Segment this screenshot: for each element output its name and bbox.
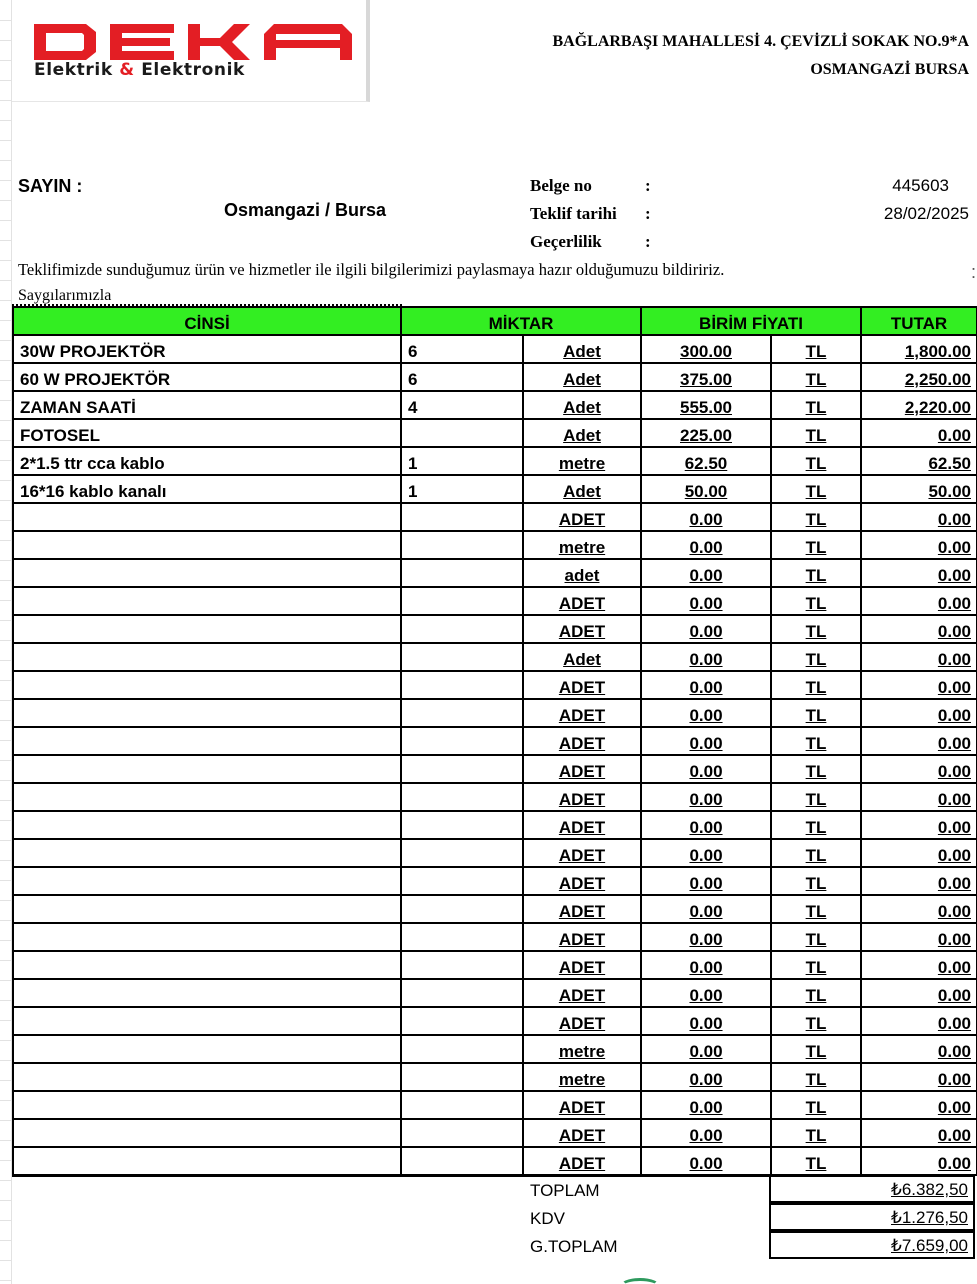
item-quantity-cell bbox=[401, 1119, 523, 1147]
item-total-cell: 0.00 bbox=[861, 811, 977, 839]
item-unit-price-cell: 0.00 bbox=[641, 1119, 771, 1147]
item-quantity-cell bbox=[401, 1063, 523, 1091]
item-name-cell: FOTOSEL bbox=[13, 419, 401, 447]
item-quantity-cell bbox=[401, 419, 523, 447]
table-row bbox=[13, 1063, 977, 1091]
item-name-cell bbox=[13, 699, 401, 727]
table-bottom-line bbox=[12, 1175, 770, 1177]
item-total-cell: 0.00 bbox=[861, 503, 977, 531]
table-row bbox=[13, 951, 977, 979]
offer-date-value: 28/02/2025 bbox=[883, 204, 969, 223]
item-total-cell: 0.00 bbox=[861, 727, 977, 755]
table-row bbox=[13, 559, 977, 587]
item-unit-price-cell: 50.00 bbox=[641, 475, 771, 503]
item-unit-cell: ADET bbox=[523, 839, 641, 867]
item-name-cell bbox=[13, 671, 401, 699]
item-unit-price-cell: 0.00 bbox=[641, 503, 771, 531]
item-unit-price-cell: 0.00 bbox=[641, 699, 771, 727]
item-currency-cell: TL bbox=[771, 1035, 861, 1063]
document-number-label: Belge no bbox=[530, 176, 592, 195]
header-unit-price: BİRİM FİYATI bbox=[641, 307, 861, 335]
item-total-cell: 0.00 bbox=[861, 1091, 977, 1119]
document-number-value: 445603 bbox=[892, 176, 949, 195]
deka-logo-mark bbox=[34, 24, 352, 60]
table-row bbox=[13, 699, 977, 727]
item-unit-cell: ADET bbox=[523, 587, 641, 615]
table-row bbox=[13, 979, 977, 1007]
item-unit-price-cell: 0.00 bbox=[641, 643, 771, 671]
table-row bbox=[13, 335, 977, 363]
customer-city: Osmangazi / Bursa bbox=[224, 200, 387, 220]
item-total-cell: 0.00 bbox=[861, 839, 977, 867]
item-unit-cell: metre bbox=[523, 447, 641, 475]
item-name-cell bbox=[13, 1063, 401, 1091]
item-quantity-cell bbox=[401, 531, 523, 559]
table-row bbox=[13, 531, 977, 559]
item-unit-cell: Adet bbox=[523, 391, 641, 419]
item-currency-cell: TL bbox=[771, 1119, 861, 1147]
document-number-colon: : bbox=[645, 176, 651, 195]
item-total-cell: 0.00 bbox=[861, 643, 977, 671]
item-name-cell bbox=[13, 1035, 401, 1063]
item-unit-cell: metre bbox=[523, 1063, 641, 1091]
item-total-cell: 0.00 bbox=[861, 895, 977, 923]
table-row bbox=[13, 1091, 977, 1119]
header-name: CİNSİ bbox=[13, 307, 401, 335]
item-unit-price-cell: 225.00 bbox=[641, 419, 771, 447]
item-quantity-cell bbox=[401, 1035, 523, 1063]
item-unit-price-cell: 0.00 bbox=[641, 755, 771, 783]
item-unit-price-cell: 375.00 bbox=[641, 363, 771, 391]
table-row bbox=[13, 895, 977, 923]
table-row bbox=[13, 1147, 977, 1175]
item-quantity-cell bbox=[401, 699, 523, 727]
item-quantity-cell bbox=[401, 951, 523, 979]
table-row bbox=[13, 643, 977, 671]
item-unit-price-cell: 0.00 bbox=[641, 951, 771, 979]
item-currency-cell: TL bbox=[771, 419, 861, 447]
item-quantity-cell bbox=[401, 587, 523, 615]
item-unit-price-cell: 0.00 bbox=[641, 783, 771, 811]
item-total-cell: 0.00 bbox=[861, 951, 977, 979]
item-unit-cell: ADET bbox=[523, 727, 641, 755]
item-currency-cell: TL bbox=[771, 1091, 861, 1119]
item-total-cell: 0.00 bbox=[861, 1147, 977, 1175]
table-row bbox=[13, 503, 977, 531]
item-quantity-cell: 4 bbox=[401, 391, 523, 419]
item-name-cell bbox=[13, 531, 401, 559]
item-currency-cell: TL bbox=[771, 783, 861, 811]
logo-subtitle-right: Elektronik bbox=[141, 60, 245, 80]
item-name-cell bbox=[13, 615, 401, 643]
item-unit-price-cell: 0.00 bbox=[641, 727, 771, 755]
item-quantity-cell: 1 bbox=[401, 475, 523, 503]
item-unit-cell: Adet bbox=[523, 419, 641, 447]
item-total-cell: 0.00 bbox=[861, 587, 977, 615]
item-quantity-cell bbox=[401, 1091, 523, 1119]
table-row bbox=[13, 811, 977, 839]
table-row bbox=[13, 783, 977, 811]
item-name-cell bbox=[13, 559, 401, 587]
item-unit-price-cell: 0.00 bbox=[641, 895, 771, 923]
item-quantity-cell bbox=[401, 755, 523, 783]
item-unit-cell: metre bbox=[523, 531, 641, 559]
item-unit-cell: ADET bbox=[523, 615, 641, 643]
item-name-cell bbox=[13, 923, 401, 951]
item-unit-cell: ADET bbox=[523, 923, 641, 951]
item-name-cell bbox=[13, 839, 401, 867]
item-total-cell: 0.00 bbox=[861, 671, 977, 699]
item-unit-cell: adet bbox=[523, 559, 641, 587]
item-currency-cell: TL bbox=[771, 559, 861, 587]
item-unit-cell: ADET bbox=[523, 1091, 641, 1119]
item-currency-cell: TL bbox=[771, 867, 861, 895]
item-name-cell bbox=[13, 1091, 401, 1119]
item-currency-cell: TL bbox=[771, 755, 861, 783]
item-quantity-cell bbox=[401, 727, 523, 755]
item-name-cell: 60 W PROJEKTÖR bbox=[13, 363, 401, 391]
offer-date-colon: : bbox=[645, 204, 651, 223]
item-currency-cell: TL bbox=[771, 643, 861, 671]
item-unit-cell: ADET bbox=[523, 1147, 641, 1175]
item-currency-cell: TL bbox=[771, 979, 861, 1007]
item-unit-cell: Adet bbox=[523, 475, 641, 503]
item-name-cell: ZAMAN SAATİ bbox=[13, 391, 401, 419]
regards-text: Saygılarımızla bbox=[18, 287, 112, 304]
item-unit-price-cell: 0.00 bbox=[641, 979, 771, 1007]
item-name-cell: 2*1.5 ttr cca kablo bbox=[13, 447, 401, 475]
item-quantity-cell bbox=[401, 811, 523, 839]
table-row bbox=[13, 447, 977, 475]
item-name-cell: 16*16 kablo kanalı bbox=[13, 475, 401, 503]
item-total-cell: 2,250.00 bbox=[861, 363, 977, 391]
item-unit-price-cell: 0.00 bbox=[641, 1035, 771, 1063]
item-unit-cell: ADET bbox=[523, 755, 641, 783]
item-unit-price-cell: 0.00 bbox=[641, 923, 771, 951]
item-unit-price-cell: 0.00 bbox=[641, 671, 771, 699]
subtotal-value: ₺6.382,50 bbox=[769, 1175, 975, 1203]
item-name-cell bbox=[13, 811, 401, 839]
item-total-cell: 0.00 bbox=[861, 531, 977, 559]
company-address-line1: BAĞLARBAŞI MAHALLESİ 4. ÇEVİZLİ SOKAK NO.9*A bbox=[552, 33, 969, 50]
item-name-cell bbox=[13, 503, 401, 531]
item-total-cell: 0.00 bbox=[861, 755, 977, 783]
item-quantity-cell: 6 bbox=[401, 363, 523, 391]
item-name-cell bbox=[13, 895, 401, 923]
item-total-cell: 0.00 bbox=[861, 559, 977, 587]
stamp-fragment bbox=[620, 1278, 660, 1284]
item-currency-cell: TL bbox=[771, 447, 861, 475]
item-unit-price-cell: 0.00 bbox=[641, 867, 771, 895]
item-quantity-cell bbox=[401, 671, 523, 699]
item-currency-cell: TL bbox=[771, 615, 861, 643]
item-unit-price-cell: 0.00 bbox=[641, 587, 771, 615]
item-unit-price-cell: 0.00 bbox=[641, 1091, 771, 1119]
table-row bbox=[13, 727, 977, 755]
item-total-cell: 0.00 bbox=[861, 419, 977, 447]
item-unit-price-cell: 0.00 bbox=[641, 1147, 771, 1175]
table-row bbox=[13, 839, 977, 867]
item-currency-cell: TL bbox=[771, 951, 861, 979]
item-currency-cell: TL bbox=[771, 727, 861, 755]
item-total-cell: 0.00 bbox=[861, 867, 977, 895]
item-name-cell bbox=[13, 1147, 401, 1175]
item-quantity-cell bbox=[401, 979, 523, 1007]
item-currency-cell: TL bbox=[771, 475, 861, 503]
item-name-cell bbox=[13, 755, 401, 783]
item-currency-cell: TL bbox=[771, 839, 861, 867]
item-unit-cell: ADET bbox=[523, 699, 641, 727]
item-unit-cell: ADET bbox=[523, 783, 641, 811]
vat-label: KDV bbox=[530, 1209, 565, 1228]
item-currency-cell: TL bbox=[771, 1063, 861, 1091]
logo-subtitle bbox=[34, 60, 245, 80]
item-unit-price-cell: 0.00 bbox=[641, 615, 771, 643]
item-total-cell: 0.00 bbox=[861, 783, 977, 811]
item-unit-price-cell: 0.00 bbox=[641, 811, 771, 839]
item-total-cell: 50.00 bbox=[861, 475, 977, 503]
company-address-line2: OSMANGAZİ BURSA bbox=[810, 61, 969, 78]
edge-mark: : bbox=[971, 262, 977, 282]
item-total-cell: 0.00 bbox=[861, 1007, 977, 1035]
item-quantity-cell bbox=[401, 1007, 523, 1035]
table-row bbox=[13, 391, 977, 419]
item-total-cell: 0.00 bbox=[861, 1035, 977, 1063]
item-name-cell bbox=[13, 587, 401, 615]
offer-date-label: Teklif tarihi bbox=[530, 204, 617, 223]
item-currency-cell: TL bbox=[771, 811, 861, 839]
item-unit-price-cell: 555.00 bbox=[641, 391, 771, 419]
item-name-cell bbox=[13, 783, 401, 811]
item-currency-cell: TL bbox=[771, 699, 861, 727]
item-unit-price-cell: 0.00 bbox=[641, 559, 771, 587]
item-unit-price-cell: 300.00 bbox=[641, 335, 771, 363]
validity-label: Geçerlilik bbox=[530, 232, 602, 251]
table-row bbox=[13, 1007, 977, 1035]
item-currency-cell: TL bbox=[771, 671, 861, 699]
item-currency-cell: TL bbox=[771, 923, 861, 951]
grand-total-value: ₺7.659,00 bbox=[769, 1231, 975, 1259]
item-unit-price-cell: 0.00 bbox=[641, 531, 771, 559]
logo-subtitle-left: Elektrik bbox=[34, 60, 113, 80]
table-row bbox=[13, 867, 977, 895]
company-logo bbox=[12, 0, 370, 102]
item-unit-price-cell: 0.00 bbox=[641, 1063, 771, 1091]
item-total-cell: 0.00 bbox=[861, 615, 977, 643]
item-quantity-cell bbox=[401, 895, 523, 923]
item-total-cell: 0.00 bbox=[861, 923, 977, 951]
item-unit-cell: Adet bbox=[523, 643, 641, 671]
item-currency-cell: TL bbox=[771, 335, 861, 363]
item-total-cell: 2,220.00 bbox=[861, 391, 977, 419]
item-name-cell bbox=[13, 1007, 401, 1035]
intro-text: Teklifimizde sunduğumuz ürün ve hizmetler ile ilgili bilgilerimizi paylasmaya hazır olduğumuzu bildiririz. bbox=[18, 260, 725, 279]
item-unit-cell: ADET bbox=[523, 1119, 641, 1147]
item-quantity-cell: 1 bbox=[401, 447, 523, 475]
table-row bbox=[13, 363, 977, 391]
item-unit-cell: ADET bbox=[523, 979, 641, 1007]
subtotal-label: TOPLAM bbox=[530, 1181, 600, 1200]
item-unit-cell: ADET bbox=[523, 503, 641, 531]
item-total-cell: 0.00 bbox=[861, 979, 977, 1007]
item-quantity-cell bbox=[401, 503, 523, 531]
item-quantity-cell bbox=[401, 923, 523, 951]
item-unit-cell: ADET bbox=[523, 867, 641, 895]
item-unit-price-cell: 0.00 bbox=[641, 839, 771, 867]
item-total-cell: 1,800.00 bbox=[861, 335, 977, 363]
item-unit-cell: ADET bbox=[523, 671, 641, 699]
item-name-cell bbox=[13, 951, 401, 979]
item-currency-cell: TL bbox=[771, 1147, 861, 1175]
item-name-cell bbox=[13, 727, 401, 755]
item-currency-cell: TL bbox=[771, 1007, 861, 1035]
item-total-cell: 62.50 bbox=[861, 447, 977, 475]
table-row bbox=[13, 587, 977, 615]
item-quantity-cell bbox=[401, 643, 523, 671]
item-quantity-cell bbox=[401, 867, 523, 895]
item-currency-cell: TL bbox=[771, 391, 861, 419]
item-currency-cell: TL bbox=[771, 587, 861, 615]
table-row bbox=[13, 615, 977, 643]
logo-ampersand: & bbox=[119, 60, 135, 80]
item-unit-cell: Adet bbox=[523, 363, 641, 391]
item-currency-cell: TL bbox=[771, 895, 861, 923]
spreadsheet-row-gutter bbox=[0, 0, 12, 1284]
item-quantity-cell bbox=[401, 1147, 523, 1175]
item-currency-cell: TL bbox=[771, 363, 861, 391]
item-name-cell bbox=[13, 643, 401, 671]
item-unit-cell: Adet bbox=[523, 335, 641, 363]
table-row bbox=[13, 755, 977, 783]
header-total: TUTAR bbox=[861, 307, 977, 335]
item-unit-cell: ADET bbox=[523, 895, 641, 923]
item-total-cell: 0.00 bbox=[861, 1063, 977, 1091]
item-name-cell bbox=[13, 867, 401, 895]
quote-table bbox=[12, 306, 977, 1176]
table-row bbox=[13, 1035, 977, 1063]
item-currency-cell: TL bbox=[771, 503, 861, 531]
vat-value: ₺1.276,50 bbox=[769, 1203, 975, 1231]
table-header-row bbox=[13, 307, 977, 335]
item-currency-cell: TL bbox=[771, 531, 861, 559]
validity-colon: : bbox=[645, 232, 651, 251]
customer-label: SAYIN : bbox=[18, 176, 83, 196]
item-quantity-cell bbox=[401, 559, 523, 587]
item-quantity-cell bbox=[401, 839, 523, 867]
item-quantity-cell: 6 bbox=[401, 335, 523, 363]
item-name-cell: 30W PROJEKTÖR bbox=[13, 335, 401, 363]
item-quantity-cell bbox=[401, 783, 523, 811]
item-total-cell: 0.00 bbox=[861, 699, 977, 727]
grand-total-label: G.TOPLAM bbox=[530, 1237, 618, 1256]
item-unit-price-cell: 0.00 bbox=[641, 1007, 771, 1035]
table-row bbox=[13, 1119, 977, 1147]
item-name-cell bbox=[13, 979, 401, 1007]
item-unit-cell: ADET bbox=[523, 811, 641, 839]
item-total-cell: 0.00 bbox=[861, 1119, 977, 1147]
item-quantity-cell bbox=[401, 615, 523, 643]
table-row bbox=[13, 475, 977, 503]
table-row bbox=[13, 923, 977, 951]
item-unit-price-cell: 62.50 bbox=[641, 447, 771, 475]
header-quantity: MİKTAR bbox=[401, 307, 641, 335]
item-unit-cell: ADET bbox=[523, 951, 641, 979]
item-name-cell bbox=[13, 1119, 401, 1147]
item-unit-cell: ADET bbox=[523, 1007, 641, 1035]
item-unit-cell: metre bbox=[523, 1035, 641, 1063]
table-row bbox=[13, 671, 977, 699]
table-row bbox=[13, 419, 977, 447]
